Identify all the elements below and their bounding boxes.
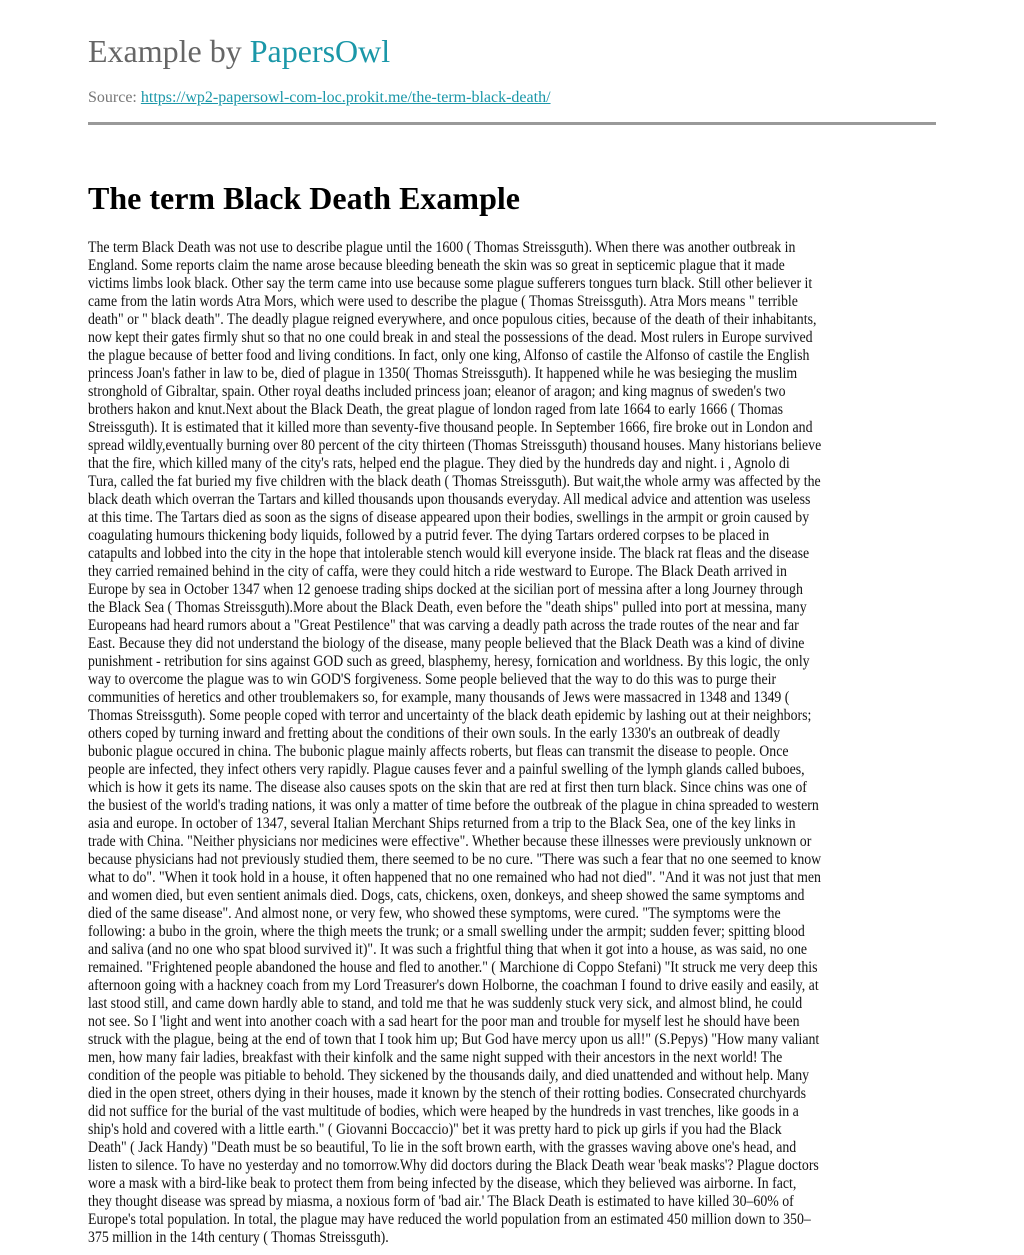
article-text-line: died in the open street, others dying in their houses, made it known by the stench of their rotting bodies. Consecrated churchyards — [88, 1085, 806, 1102]
article-text-line: Europe by sea in October 1347 when 12 genoese trading ships docked at the sicilian port of messina after a long Journey through — [88, 581, 803, 598]
article-text-line: trade with China. "Neither physicians nor medicines were effective". Whether because these illnesses were previously unknown or — [88, 833, 812, 850]
article-text-line: catapults and lobbed into the city in the hope that intolerable stench would kill everyone inside. The black rat fleas and the disease — [88, 545, 810, 562]
article-text-line: death" or " black death". The deadly plague reigned everywhere, and once populous cities, because of the death of their inhabitants, — [88, 311, 817, 328]
article-text-line: that the fire, which killed many of the city's rats, helped end the plague. They died by the hundreds day and night. i , Agnolo di — [88, 455, 790, 472]
article-text-line: men, how many fair ladies, breakfast with their kinfolk and the same night supped with their ancestors in the next world! The — [88, 1049, 783, 1066]
article-text-line: which is how it gets its name. The disease also causes spots on the skin that are red at first then turn black. Since chins was one of — [88, 779, 807, 796]
article-text-line: listen to silence. To have no yesterday and no tomorrow.Why did doctors during the Black Death wear 'beak masks'? Plague doctors — [88, 1157, 819, 1174]
article-text-line: Streissguth). It is estimated that it killed more than seventy-five thousand people. In September 1666, fire broke out in London and — [88, 419, 813, 436]
article-text-line: Death" ( Jack Handy) "Death must be so beautiful, To lie in the soft brown earth, with the grasses waving above one's head, and — [88, 1139, 797, 1156]
article-text-line: stronghold of Gibraltar, spain. Other royal deaths included princess joan; eleanor of aragon; and king magnus of sweden's two — [88, 383, 786, 400]
article-text-line: condition of the people was pitiable to behold. They sickened by the thousands daily, and died unattended and without help. Many — [88, 1067, 810, 1084]
article-text-line: what to do". "When it took hold in a house, it often happened that no one remained who had not died". "And it was not just that men — [88, 869, 821, 886]
article-text-line: East. Because they did not understand the biology of the disease, many people believed that the Black Death was a kind of divine — [88, 635, 805, 652]
article-text-line: ship's hold and covered with a little earth." ( Giovanni Boccaccio)" bet it was pretty hard to pick up girls if you had the Black — [88, 1121, 782, 1138]
article-text-line: the busiest of the world's trading nations, it was only a matter of time before the outbreak of the plague in china spreaded to western — [88, 797, 819, 814]
article-text-line: because physicians had not previously studied them, there seemed to be no cure. "There was such a fear that no one seemed to know — [88, 851, 822, 868]
article-text-line: and women died, but even sentient animals died. Dogs, cats, chickens, oxen, donkeys, and sheep showed the same symptoms and — [88, 887, 805, 904]
article-text-line: victims limbs look black. Other say the term came into use because some plague sufferers tongues turn black. Still other believer it — [88, 275, 813, 292]
article-text-line: afternoon going with a hackney coach from my Lord Treasurer's down Holborne, the coachman I found to drive easily and easily, at — [88, 977, 819, 994]
article-text-line: way to overcome the plague was to win GOD'S forgiveness. Some people believed that the way to do this was to purge their — [88, 671, 777, 688]
article-text-line: remained. "Frightened people abandoned the house and fled to another." ( Marchione di Coppo Stefani) "It struck me very deep this — [88, 959, 818, 976]
article-text-line: communities of heretics and other troublemakers so, for example, many thousands of Jews were massacred in 1348 and 1349 ( — [88, 689, 790, 706]
article-text-line: last stood still, and came down hardly able to stand, and told me that he was suddenly stuck very sick, and almost blind, he could — [88, 995, 803, 1012]
article-text-line: following: a bubo in the groin, where the thigh meets the trunk; or a small swelling under the armpit; sudden fever; spitting blood — [88, 923, 805, 940]
article-text-line: Thomas Streissguth). Some people coped with terror and uncertainty of the black death epidemic by lashing out at their neighbors; — [88, 707, 812, 724]
article-text-line: died of the same disease". And almost none, or very few, who showed these symptoms, were cured. "The symptoms were the — [88, 905, 781, 922]
article-text-line: England. Some reports claim the name arose because bleeding beneath the skin was so great in septicemic plague that it made — [88, 257, 785, 274]
article-text-line: bubonic plague occured in china. The bubonic plague mainly affects roberts, but fleas can transmit the disease to people. Once — [88, 743, 789, 760]
brand-header — [88, 31, 390, 71]
article-text-line: now kept their gates firmly shut so that no one could break in and steal the possessions of the dead. Most rulers in Europe survived — [88, 329, 813, 346]
article-text-line: the Black Sea ( Thomas Streissguth).More about the Black Death, even before the "death ships" pulled into port at messina, many — [88, 599, 807, 616]
article-text-line: did not suffice for the burial of the vast multitude of bodies, which were heaped by the hundreds in vast trenches, like goods in a — [88, 1103, 799, 1120]
article-text-line: brothers hakon and knut.Next about the Black Death, the great plague of london raged from late 1664 to early 1666 ( Thomas — [88, 401, 784, 418]
article-text-line: wore a mask with a bird-like beak to protect them from being infected by the disease, which they believed was airborne. In fact, — [88, 1175, 797, 1192]
brand-prefix: Example by — [88, 33, 250, 69]
article-text-line: they thought disease was spread by miasma, a noxious form of 'bad air.' The Black Death is estimated to have killed 30–60% of — [88, 1193, 794, 1210]
source-label: Source: — [88, 89, 141, 106]
article-text-line: coagulating humours thickening body liquids, followed by a putrid fever. The dying Tartars ordered corpses to be placed in — [88, 527, 770, 544]
source-link[interactable]: https://wp2-papersowl-com-loc.prokit.me/the-term-black-death/ — [140, 89, 551, 106]
article-text-line: spread wildly,eventually burning over 80 percent of the city thirteen (Thomas Streissguth) thousand houses. Many historians believe — [88, 437, 822, 454]
article-text-line: not see. So I 'light and went into another coach with a sad heart for the poor man and trouble for myself lest he should have been — [88, 1013, 800, 1030]
article-text-line: the plague because of better food and living conditions. In fact, only one king, Alfonso of castile the Alfonso of castile the English — [88, 347, 810, 364]
article-text-line: Europe's total population. In total, the plague may have reduced the world population from an estimated 450 million down to 350– — [88, 1211, 811, 1228]
article-text-line: others coped by turning inward and fretting about the conditions of their own souls. In the early 1330's an outbreak of deadly — [88, 725, 781, 742]
article-title: The term Black Death Example — [88, 180, 520, 216]
article-text-line: people are infected, they infect others very rapidly. Plague causes fever and a painful swelling of the lymph glands called buboes, — [88, 761, 805, 778]
brand-name-papersowl: PapersOwl — [249, 33, 391, 69]
article-text-line: and saliva (and no one who spat blood survived it)". It was such a frightful thing that when it got into a house, as was said, no one — [88, 941, 808, 958]
article-text-line: Europeans had heard rumors about a "Great Pestilence" that was carving a deadly path across the trade routes of the near and far — [88, 617, 799, 634]
article-text-line: struck with the plague, being at the end of town that I took him up; But God have mercy upon us all!" (S.Pepys) "How many valiant — [88, 1031, 820, 1048]
article-text-line: princess Joan's father in law to be, died of plague in 1350( Thomas Streissguth). It happened while he was besieging the muslim — [88, 365, 798, 382]
article-text-line: at this time. The Tartars died as soon as the signs of disease appeared upon their bodies, swellings in the armpit or groin caused by — [88, 509, 810, 526]
article-text-line: The term Black Death was not use to describe plague until the 1600 ( Thomas Streissguth). When there was another outbreak in — [88, 239, 796, 256]
article-text-line: 375 million in the 14th century ( Thomas Streissguth). — [88, 1229, 389, 1246]
article-text-line: asia and europe. In october of 1347, several Italian Merchant Ships returned from a trip to the Black Sea, one of the key links in — [88, 815, 796, 832]
article-text-line: came from the latin words Atra Mors, which were used to describe the plague ( Thomas Streissguth). Atra Mors means " terrible — [88, 293, 798, 310]
article-text-line: punishment - retribution for sins against GOD such as greed, blasphemy, heresy, fornication and worldness. By this logic, the only — [88, 653, 810, 670]
article-text-line: Tura, called the fat buried my five children with the black death ( Thomas Streissguth). But wait,the whole army was affected by the — [88, 473, 821, 490]
article-body — [88, 239, 936, 1247]
source-line — [88, 88, 551, 108]
article-text-line: they carried remained behind in the city of caffa, were they could hitch a ride westward to Europe. The Black Death arrived in — [88, 563, 787, 580]
header-divider — [88, 122, 936, 125]
article-text-line: black death which overran the Tartars and killed thousands upon thousands everyday. All medical advice and attention was useless — [88, 491, 811, 508]
